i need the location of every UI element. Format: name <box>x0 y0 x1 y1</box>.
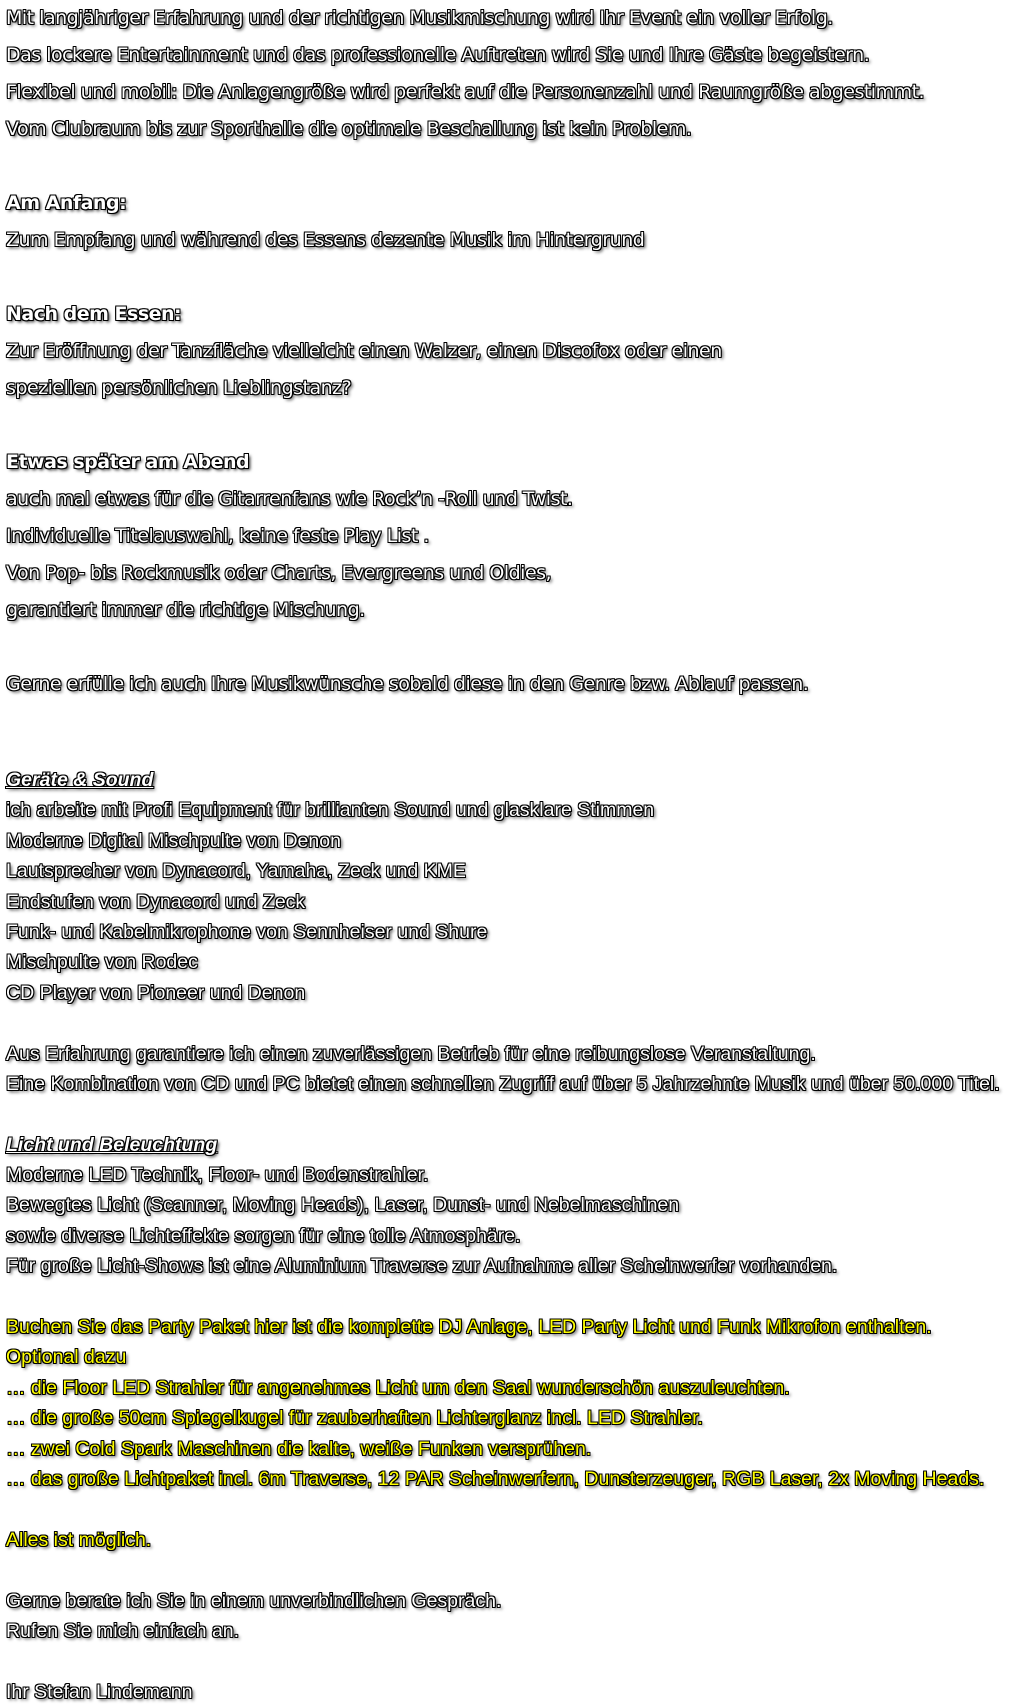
signature: Ihr Stefan Lindemann <box>6 1680 193 1703</box>
licht-heading: Licht und Beleuchtung <box>6 1133 218 1156</box>
spaeter-text: auch mal etwas für die Gitarrenfans wie Rock’n -Roll und Twist. <box>6 488 573 510</box>
geraete-item: ich arbeite mit Profi Equipment für brillianten Sound und glasklare Stimmen <box>6 799 655 822</box>
nach-essen-text: speziellen persönlichen Lieblingstanz? <box>6 377 352 399</box>
page-content <box>6 0 1024 1707</box>
intro-line: Vom Clubraum bis zur Sporthalle die optimale Beschallung ist kein Problem. <box>6 118 692 140</box>
geraete-heading: Geräte & Sound <box>6 769 154 791</box>
licht-item: Moderne LED Technik, Floor- und Bodenstrahler. <box>6 1164 429 1187</box>
equipment-section <box>6 765 1024 1707</box>
intro-line: Mit langjähriger Erfahrung und der richtigen Musikmischung wird Ihr Event ein voller Erfolg. <box>6 7 833 29</box>
licht-item: Für große Licht-Shows ist eine Aluminium Traverse zur Aufnahme aller Scheinwerfer vorhanden. <box>6 1255 838 1278</box>
geraete-item: Mischpulte von Rodec <box>6 951 198 974</box>
spaeter-text: Von Pop- bis Rockmusik oder Charts, Evergreens und Oldies, <box>6 562 552 584</box>
spaeter-text: garantiert immer die richtige Mischung. <box>6 599 365 621</box>
nach-essen-heading: Nach dem Essen: <box>6 303 182 325</box>
erfahrung-text: Eine Kombination von CD und PC bietet einen schnellen Zugriff auf über 5 Jahrzehnte Musik und über 50.000 Titel. <box>6 1072 1000 1095</box>
closing-text: Gerne berate ich Sie in einem unverbindlichen Gespräch. <box>6 1589 502 1612</box>
geraete-item: Lautsprecher von Dynacord, Yamaha, Zeck und KME <box>6 860 466 883</box>
option-item: … das große Lichtpaket incl. 6m Traverse, 12 PAR Scheinwerfern, Dunsterzeuger, RGB Laser, 2x Moving Heads. <box>6 1467 985 1490</box>
erfahrung-text: Aus Erfahrung garantiere ich einen zuverlässigen Betrieb für eine reibungslose Veranstaltung. <box>6 1042 816 1065</box>
alles-moeglich-text: Alles ist möglich. <box>6 1528 152 1551</box>
option-item: … die Floor LED Strahler für angenehmes Licht um den Saal wunderschön auszuleuchten. <box>6 1376 790 1399</box>
geraete-item: Funk- und Kabelmikrophone von Sennheiser und Shure <box>6 920 488 943</box>
geraete-item: CD Player von Pioneer und Denon <box>6 981 306 1004</box>
closing-text: Rufen Sie mich einfach an. <box>6 1619 240 1642</box>
nach-essen-text: Zur Eröffnung der Tanzfläche vielleicht einen Walzer, einen Discofox oder einen <box>6 340 722 362</box>
party-paket-text: Buchen Sie das Party Paket hier ist die komplette DJ Anlage, LED Party Licht und Funk Mikrofon enthalten. <box>6 1316 932 1339</box>
program-section <box>6 0 1024 703</box>
option-item: … zwei Cold Spark Maschinen die kalte, weiße Funken versprühen. <box>6 1437 592 1460</box>
geraete-item: Moderne Digital Mischpulte von Denon <box>6 829 341 852</box>
musikwuensche-text: Gerne erfülle ich auch Ihre Musikwünsche sobald diese in den Genre bzw. Ablauf passen. <box>6 673 809 695</box>
intro-line: Flexibel und mobil: Die Anlagengröße wird perfekt auf die Personenzahl und Raumgröße abgestimmt. <box>6 81 925 103</box>
option-item: … die große 50cm Spiegelkugel für zauberhaften Lichterglanz incl. LED Strahler. <box>6 1407 703 1430</box>
spaeter-text: Individuelle Titelauswahl, keine feste Play List . <box>6 525 429 547</box>
licht-item: sowie diverse Lichteffekte sorgen für eine tolle Atmosphäre. <box>6 1224 521 1247</box>
anfang-heading: Am Anfang: <box>6 192 127 214</box>
anfang-text: Zum Empfang und während des Essens dezente Musik im Hintergrund <box>6 229 645 251</box>
optional-label: Optional dazu <box>6 1346 127 1369</box>
spaeter-heading: Etwas später am Abend <box>6 451 250 473</box>
geraete-item: Endstufen von Dynacord und Zeck <box>6 890 306 913</box>
licht-item: Bewegtes Licht (Scanner, Moving Heads), Laser, Dunst- und Nebelmaschinen <box>6 1194 680 1217</box>
intro-line: Das lockere Entertainment und das professionelle Auftreten wird Sie und Ihre Gäste begeistern. <box>6 44 870 66</box>
